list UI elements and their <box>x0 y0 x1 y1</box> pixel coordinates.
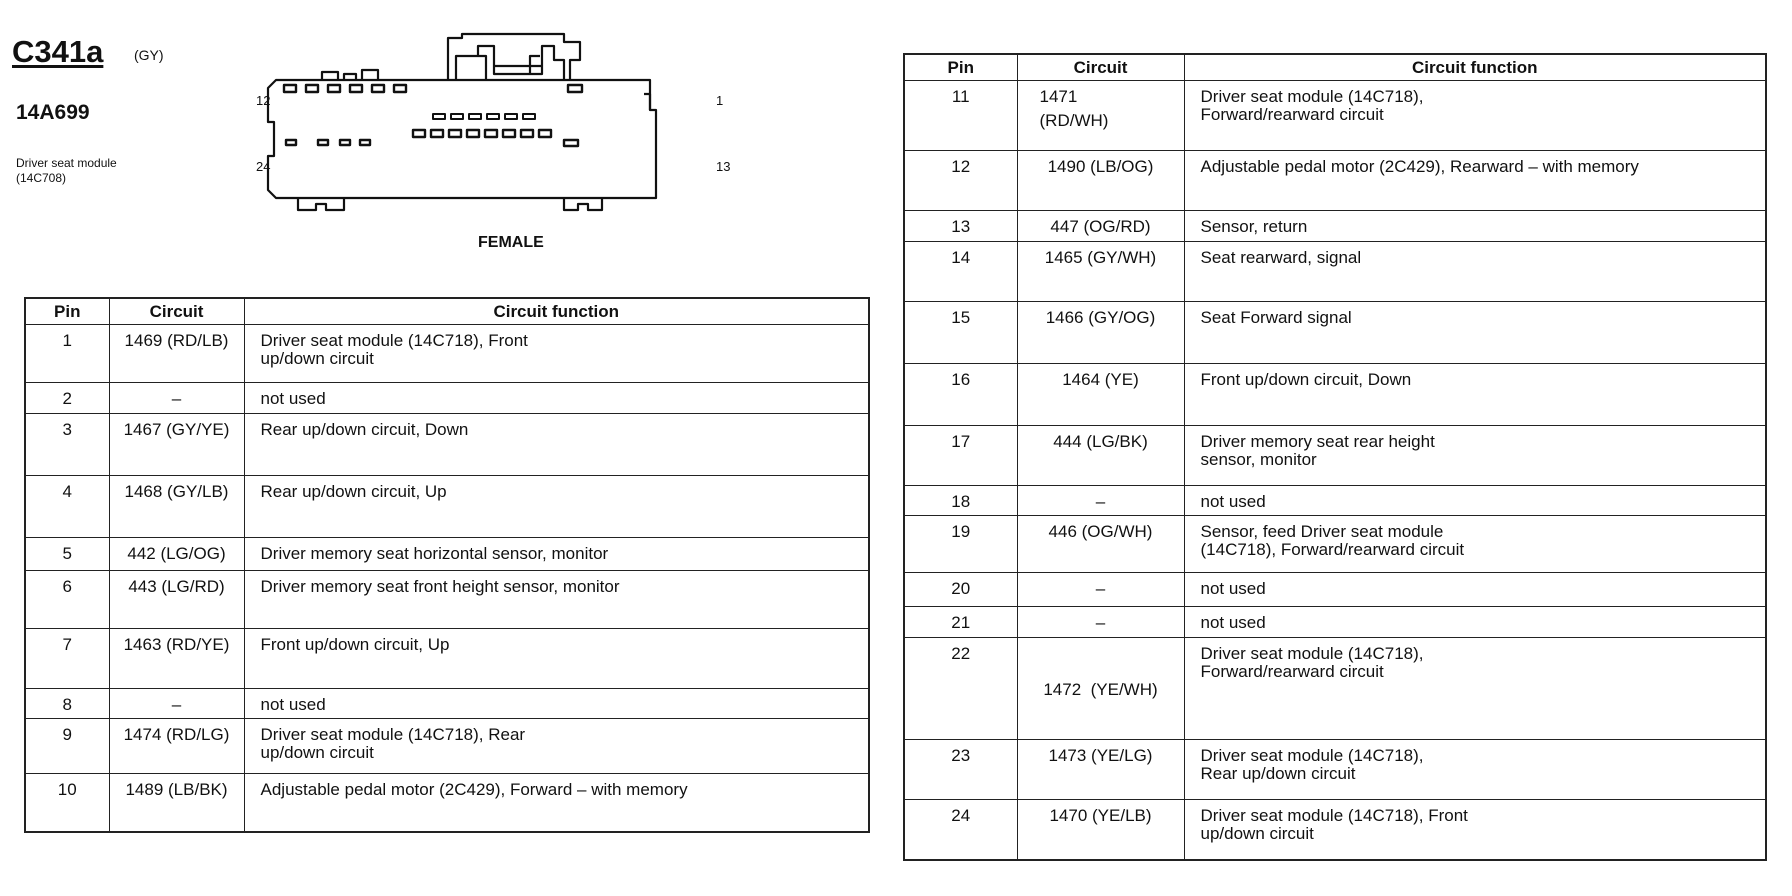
pin-number: 20 <box>904 573 1017 607</box>
pin-number: 14 <box>904 242 1017 302</box>
header-pin: Pin <box>904 54 1017 81</box>
table-row <box>25 571 869 629</box>
part-number: 14A699 <box>16 101 90 124</box>
cavity-11 <box>306 85 318 92</box>
circuit-function: Adjustable pedal motor (2C429), Forward – with memory <box>244 774 869 832</box>
circuit-function: Driver memory seat rear height sensor, monitor <box>1184 426 1766 486</box>
table-row <box>25 719 869 774</box>
table-row <box>904 800 1766 860</box>
cavity-7 <box>394 85 406 92</box>
pin-table-left <box>24 297 870 833</box>
connector-feet <box>298 198 602 210</box>
table-row <box>904 426 1766 486</box>
header-pin: Pin <box>25 298 109 325</box>
circuit-function: Driver seat module (14C718), Front up/down circuit <box>244 325 869 383</box>
pin-number: 13 <box>904 211 1017 242</box>
table-row <box>25 476 869 538</box>
circuit-id: 1463 (RD/YE) <box>109 629 244 689</box>
pin-number: 18 <box>904 486 1017 516</box>
connector-id: C341a <box>12 34 104 69</box>
pin-number: 1 <box>25 325 109 383</box>
circuit-id: 1489 (LB/BK) <box>109 774 244 832</box>
pin-number: 12 <box>904 151 1017 211</box>
circuit-function: Rear up/down circuit, Up <box>244 476 869 538</box>
circuit-id: 442 (LG/OG) <box>109 538 244 571</box>
circuit-id: 1468 (GY/LB) <box>109 476 244 538</box>
table-row <box>904 740 1766 800</box>
table-row <box>904 211 1766 242</box>
table-header-row <box>904 54 1766 81</box>
pin-number: 22 <box>904 638 1017 740</box>
table-row <box>904 302 1766 364</box>
table-row <box>25 629 869 689</box>
circuit-function: not used <box>244 383 869 414</box>
pin-number: 23 <box>904 740 1017 800</box>
pin-number: 24 <box>904 800 1017 860</box>
cavity-9 <box>350 85 362 92</box>
circuit-function: Sensor, feed Driver seat module (14C718), Forward/rearward circuit <box>1184 516 1766 573</box>
cavity-row-middle <box>433 114 535 119</box>
circuit-function: Front up/down circuit, Down <box>1184 364 1766 426</box>
table-header-row <box>25 298 869 325</box>
circuit-function: Seat Forward signal <box>1184 302 1766 364</box>
circuit-id: 1469 (RD/LB) <box>109 325 244 383</box>
circuit-id: 1466 (GY/OG) <box>1017 302 1184 364</box>
connector-face-diagram <box>248 30 752 214</box>
pin-label-1: 1 <box>716 93 724 108</box>
table-row <box>904 607 1766 638</box>
pin-label-12: 12 <box>256 93 271 108</box>
cavity-row-bottom <box>413 130 551 137</box>
circuit-function: Driver seat module (14C718), Forward/rearward circuit <box>1184 638 1766 740</box>
module-line-2: (14C708) <box>16 171 67 185</box>
circuit-function: Driver seat module (14C718), Front up/down circuit <box>1184 800 1766 860</box>
cavity-13 <box>564 140 578 146</box>
circuit-id: – <box>109 383 244 414</box>
module-line-1: Driver seat module <box>16 156 117 170</box>
circuit-function: not used <box>244 689 869 719</box>
circuit-function: Driver seat module (14C718), Rear up/down circuit <box>1184 740 1766 800</box>
cavity-12 <box>284 85 296 92</box>
header-circuit-function: Circuit function <box>244 298 869 325</box>
table-row <box>904 364 1766 426</box>
pin-number: 2 <box>25 383 109 414</box>
cavity-8 <box>372 85 384 92</box>
table-row <box>904 638 1766 740</box>
circuit-id: 1467 (GY/YE) <box>109 414 244 476</box>
circuit-function: Rear up/down circuit, Down <box>244 414 869 476</box>
circuit-id: 1473 (YE/LG) <box>1017 740 1184 800</box>
table-row <box>25 414 869 476</box>
circuit-id: 446 (OG/WH) <box>1017 516 1184 573</box>
cavity-10 <box>328 85 340 92</box>
circuit-id: 1470 (YE/LB) <box>1017 800 1184 860</box>
circuit-function: Front up/down circuit, Up <box>244 629 869 689</box>
cavity-row-lower-left <box>286 140 578 146</box>
table-row <box>904 486 1766 516</box>
pin-number: 15 <box>904 302 1017 364</box>
pin-number: 17 <box>904 426 1017 486</box>
circuit-id: – <box>1017 486 1184 516</box>
table-row <box>904 81 1766 151</box>
cavity-row-top <box>284 85 582 92</box>
pin-number: 11 <box>904 81 1017 151</box>
circuit-id: 447 (OG/RD) <box>1017 211 1184 242</box>
circuit-id: 1464 (YE) <box>1017 364 1184 426</box>
pin-number: 3 <box>25 414 109 476</box>
pin-number: 8 <box>25 689 109 719</box>
circuit-id: 1465 (GY/WH) <box>1017 242 1184 302</box>
pin-number: 16 <box>904 364 1017 426</box>
circuit-id: – <box>109 689 244 719</box>
module-description <box>16 156 117 186</box>
connector-side-notch <box>644 94 650 110</box>
table-row <box>25 325 869 383</box>
circuit-function: Driver memory seat horizontal sensor, monitor <box>244 538 869 571</box>
circuit-function: not used <box>1184 486 1766 516</box>
table-row <box>25 538 869 571</box>
table-row <box>25 383 869 414</box>
table-row <box>25 689 869 719</box>
header-circuit: Circuit <box>109 298 244 325</box>
circuit-function: Driver seat module (14C718), Rear up/down circuit <box>244 719 869 774</box>
table-row <box>904 573 1766 607</box>
circuit-id: – <box>1017 607 1184 638</box>
connector-latch <box>448 34 580 80</box>
circuit-id: 1490 (LB/OG) <box>1017 151 1184 211</box>
circuit-id: 443 (LG/RD) <box>109 571 244 629</box>
circuit-id: 444 (LG/BK) <box>1017 426 1184 486</box>
header-circuit-function: Circuit function <box>1184 54 1766 81</box>
table-row <box>25 774 869 832</box>
pin-number: 9 <box>25 719 109 774</box>
circuit-function: Adjustable pedal motor (2C429), Rearward – with memory <box>1184 151 1766 211</box>
header-circuit: Circuit <box>1017 54 1184 81</box>
connector-color: (GY) <box>134 47 164 63</box>
pin-table-right <box>903 53 1767 861</box>
circuit-function: not used <box>1184 607 1766 638</box>
circuit-function: Driver memory seat front height sensor, monitor <box>244 571 869 629</box>
circuit-id: 1471 (RD/WH) <box>1017 81 1184 151</box>
table-row <box>904 516 1766 573</box>
circuit-function: not used <box>1184 573 1766 607</box>
circuit-id: 1474 (RD/LG) <box>109 719 244 774</box>
table-row <box>904 151 1766 211</box>
table-row <box>904 242 1766 302</box>
circuit-function: Seat rearward, signal <box>1184 242 1766 302</box>
pin-number: 6 <box>25 571 109 629</box>
connector-gender: FEMALE <box>478 234 544 251</box>
pin-number: 4 <box>25 476 109 538</box>
cavity-1 <box>568 85 582 92</box>
pin-number: 19 <box>904 516 1017 573</box>
circuit-function: Driver seat module (14C718), Forward/rearward circuit <box>1184 81 1766 151</box>
pin-label-24: 24 <box>256 159 271 174</box>
pin-label-13: 13 <box>716 159 731 174</box>
circuit-id: – <box>1017 573 1184 607</box>
pin-number: 21 <box>904 607 1017 638</box>
circuit-id: 1472 (YE/WH) <box>1017 638 1184 740</box>
pin-number: 7 <box>25 629 109 689</box>
circuit-function: Sensor, return <box>1184 211 1766 242</box>
cavity-24 <box>286 140 296 145</box>
pin-number: 5 <box>25 538 109 571</box>
pin-number: 10 <box>25 774 109 832</box>
connector-tab-top-left <box>322 70 378 80</box>
